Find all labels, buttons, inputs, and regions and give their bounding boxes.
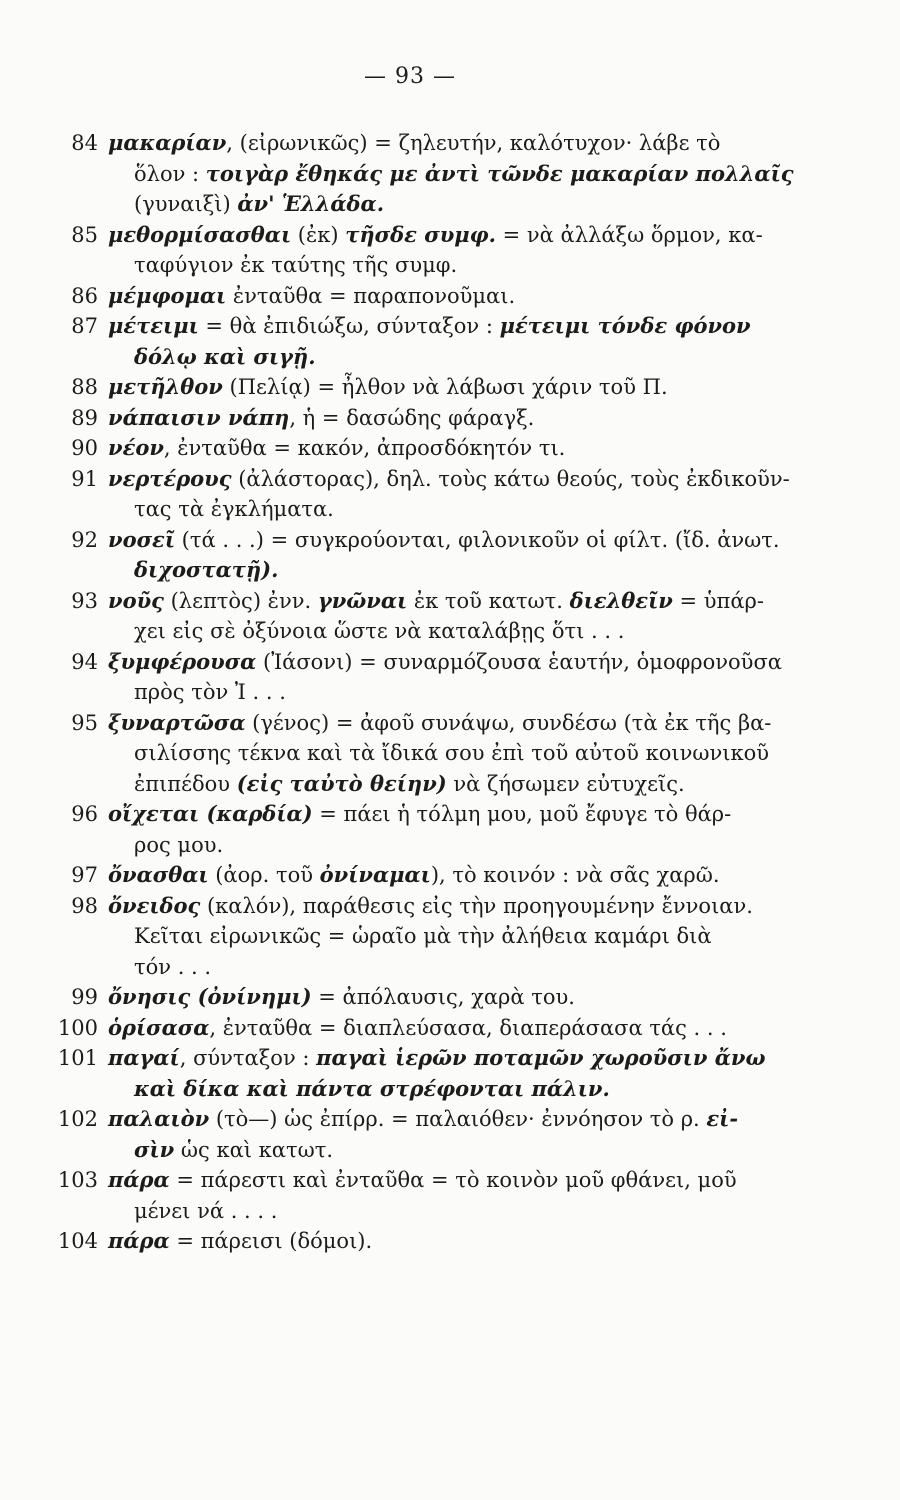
gloss-text: ), τὸ κοινόν : νὰ σᾶς χαρῶ. (430, 863, 720, 887)
glossary-entry (0, 220, 900, 281)
greek-headword: οἴχεται (καρδία) (108, 801, 313, 826)
glossary-entry (0, 1104, 900, 1165)
entry-first-line (0, 525, 900, 556)
gloss-text: ρος μου. (134, 832, 224, 857)
gloss-text: μένει νά . . . . (134, 1198, 278, 1223)
entry-first-line (0, 372, 900, 403)
entry-continuation-line (0, 494, 900, 525)
entry-first-line (0, 403, 900, 434)
entry-number: 97 (71, 863, 98, 887)
glossary-entry (0, 647, 900, 708)
glossary-entry (0, 128, 900, 220)
entry-number: 90 (71, 436, 98, 460)
gloss-text: χει εἰς σὲ ὀξύνοια ὥστε νὰ καταλάβῃς ὅτι . . . (134, 619, 625, 643)
entry-number: 101 (57, 1046, 98, 1070)
entry-number: 91 (71, 466, 98, 491)
greek-headword: μέτειμι (108, 313, 199, 338)
entry-first-line (0, 891, 900, 922)
greek-headword: μέτειμι τόνδε φόνον (499, 313, 751, 338)
glossary-entry (0, 1043, 900, 1104)
entry-first-line (0, 311, 900, 342)
entry-continuation-line (0, 189, 900, 220)
glossary-entry (0, 586, 900, 647)
greek-headword: τοιγὰρ ἔθηκάς με ἀντὶ τῶνδε μακαρίαν πολλαῖς (205, 160, 794, 186)
greek-headword: παγαί (108, 1045, 180, 1070)
entry-continuation-line (0, 830, 900, 861)
glossary-entry (0, 281, 900, 312)
entry-first-line (0, 1013, 900, 1044)
entry-number: 99 (71, 985, 98, 1009)
greek-headword: νερτέρους (108, 465, 232, 491)
gloss-text: πρὸς τὸν Ἰ . . . (134, 680, 286, 704)
entry-number: 85 (71, 222, 98, 247)
glossary-entry (0, 464, 900, 525)
page-number: — 93 — (364, 64, 456, 89)
greek-headword: ξυμφέρουσα (108, 648, 257, 674)
entry-first-line (0, 1104, 900, 1135)
entry-continuation-line (0, 250, 900, 281)
glossary-entry (0, 708, 900, 800)
entry-first-line (0, 860, 900, 891)
gloss-text: , ἐνταῦθα = κακόν, ἀπροσδόκητόν τι. (163, 436, 566, 460)
entry-continuation-line (0, 159, 900, 190)
entry-first-line (0, 982, 900, 1013)
entry-first-line (0, 708, 900, 739)
entry-number: 84 (71, 131, 98, 155)
gloss-text: (Πελίᾳ) = ἦλθον νὰ λάβωσι χάριν τοῦ Π. (222, 375, 668, 399)
gloss-text: (γένος) = ἀφοῦ συνάψω, συνδέσω (τὰ ἐκ τῆς βα- (245, 710, 772, 735)
greek-headword: διελθεῖν (569, 587, 673, 613)
entry-first-line (0, 1043, 900, 1074)
gloss-text: = πάει ἡ τόλμη μου, μοῦ ἔφυγε τὸ θάρ- (312, 802, 732, 826)
entry-first-line (0, 1226, 900, 1257)
greek-headword: γνῶναι (317, 587, 408, 613)
entry-first-line (0, 281, 900, 312)
gloss-text: τόν . . . (134, 954, 212, 979)
entry-first-line (0, 1165, 900, 1196)
glossary-entry (0, 982, 900, 1013)
entry-number: 95 (71, 710, 98, 735)
gloss-text: (ἀορ. τοῦ (208, 863, 320, 887)
glossary-entry (0, 525, 900, 586)
gloss-text: (τά . . .) = συγκρούονται, φιλονικοῦν οἱ φίλτ. (ἴδ. ἀνωτ. (175, 527, 780, 552)
gloss-text: ταφύγιον ἐκ ταύτης τῆς συμφ. (134, 253, 458, 277)
entry-number: 98 (71, 893, 98, 918)
greek-headword: διχοστατῇ). (134, 557, 279, 582)
entry-first-line (0, 586, 900, 617)
gloss-text: (γυναιξὶ) (134, 192, 238, 216)
entry-number: 104 (57, 1229, 98, 1253)
gloss-text: τας τὰ ἐγκλήματα. (134, 497, 334, 521)
glossary-entries (0, 128, 900, 1257)
glossary-entry (0, 372, 900, 403)
gloss-text: ἐκ τοῦ κατωτ. (407, 588, 570, 613)
glossary-entry (0, 799, 900, 860)
gloss-text: = νὰ ἀλλάξω ὅρμον, κα- (495, 222, 763, 247)
greek-headword: ξυναρτῶσα (108, 709, 246, 735)
entry-continuation-line (0, 921, 900, 952)
entry-first-line (0, 128, 900, 159)
greek-headword: ὀνίναμαι (319, 862, 431, 887)
greek-headword: σὶν (134, 1136, 175, 1162)
entry-number: 103 (57, 1168, 98, 1192)
greek-headword: ὁρίσασα (108, 1014, 210, 1040)
glossary-entry (0, 1013, 900, 1044)
gloss-text: (Ἰάσονι) = συναρμόζουσα ἑαυτήν, ὁμοφρονοῦσα (256, 649, 782, 674)
greek-headword: μακαρίαν (108, 130, 227, 155)
gloss-text: (ἀλάστορας), δηλ. τοὺς κάτω θεούς, τοὺς ἐκδικοῦν- (231, 466, 790, 491)
greek-headword: μετῆλθον (108, 374, 223, 399)
greek-headword: δόλῳ καὶ σιγῇ. (134, 343, 316, 369)
entry-continuation-line (0, 769, 900, 800)
gloss-text: (τὸ—) ὡς ἐπίρρ. = παλαιόθεν· ἐννόησον τὸ ρ. (209, 1107, 707, 1131)
entry-continuation-line (0, 952, 900, 983)
gloss-text: = θὰ ἐπιδιώξω, σύνταξον : (198, 314, 500, 338)
entry-first-line (0, 433, 900, 464)
entry-number: 87 (71, 314, 98, 338)
glossary-entry (0, 433, 900, 464)
entry-first-line (0, 799, 900, 830)
greek-headword: μεθορμίσασθαι (108, 221, 292, 247)
greek-headword: νέον (108, 435, 164, 460)
entry-number: 100 (57, 1015, 98, 1040)
greek-headword: (εἰς ταὐτὸ θείην) (236, 770, 447, 796)
entry-number: 92 (71, 527, 98, 552)
greek-headword: παλαιὸν (108, 1106, 210, 1131)
entry-first-line (0, 464, 900, 495)
gloss-text: (λεπτὸς) ἐνν. (163, 588, 318, 613)
gloss-text: = ἀπόλαυσις, χαρὰ του. (311, 985, 575, 1009)
glossary-entry (0, 403, 900, 434)
glossary-entry (0, 1226, 900, 1257)
gloss-text: ὡς καὶ κατωτ. (174, 1137, 334, 1162)
entry-continuation-line (0, 1135, 900, 1166)
greek-headword: πάρα (108, 1167, 170, 1192)
gloss-text: ἐπιπέδου (134, 771, 237, 796)
greek-headword: παγαὶ ἱερῶν ποταμῶν χωροῦσιν ἄνω (316, 1045, 766, 1070)
greek-headword: τῆσδε συμφ. (345, 221, 496, 247)
gloss-text: = πάρεισι (δόμοι). (169, 1229, 373, 1253)
glossary-entry (0, 311, 900, 372)
entry-number: 94 (71, 649, 98, 674)
entry-first-line (0, 220, 900, 251)
gloss-text: = πάρεστι καὶ ἐνταῦθα = τὸ κοινὸν μοῦ φθάνει, μοῦ (169, 1168, 737, 1192)
greek-headword: νοῦς (108, 587, 164, 613)
entry-number: 96 (71, 802, 98, 826)
glossary-entry (0, 891, 900, 983)
gloss-text: = ὑπάρ- (672, 588, 764, 613)
greek-headword: εἰ- (706, 1106, 739, 1131)
greek-headword: ἀν' Ἑλλάδα. (237, 191, 385, 216)
gloss-text: ὅλον : (134, 161, 206, 186)
entry-continuation-line (0, 555, 900, 586)
greek-headword: ὄνειδος (108, 892, 201, 918)
greek-headword: νοσεῖ (108, 526, 175, 552)
entry-continuation-line (0, 342, 900, 373)
entry-continuation-line (0, 1196, 900, 1227)
entry-number: 93 (71, 588, 98, 613)
greek-headword: πάρα (108, 1228, 170, 1253)
entry-continuation-line (0, 616, 900, 647)
entry-number: 89 (71, 405, 98, 430)
entry-number: 86 (71, 283, 98, 308)
gloss-text: , (εἰρωνικῶς) = ζηλευτήν, καλότυχον· λάβε τὸ (226, 131, 721, 155)
greek-headword: νάπαισιν νάπη (108, 404, 290, 430)
entry-continuation-line (0, 677, 900, 708)
entry-number: 88 (71, 375, 98, 399)
entry-continuation-line (0, 738, 900, 769)
glossary-entry (0, 1165, 900, 1226)
greek-headword: ὄνασθαι (108, 862, 209, 887)
gloss-text: Κεῖται εἰρωνικῶς = ὡραῖο μὰ τὴν ἀλήθεια καμάρι διὰ (134, 924, 712, 948)
glossary-entry (0, 860, 900, 891)
entry-number: 102 (57, 1107, 98, 1131)
gloss-text: σιλίσσης τέκνα καὶ τὰ ἴδικά σου ἐπὶ τοῦ αὐτοῦ κοινωνικοῦ (134, 741, 770, 765)
gloss-text: (καλόν), παράθεσις εἰς τὴν προηγουμένην ἔννοιαν. (200, 893, 753, 918)
gloss-text: νὰ ζήσωμεν εὐτυχεῖς. (446, 771, 685, 796)
entry-first-line (0, 647, 900, 678)
gloss-text: , σύνταξον : (179, 1046, 317, 1070)
greek-headword: μέμφομαι (108, 282, 227, 308)
gloss-text: (ἐκ) (291, 222, 346, 247)
greek-headword: ὄνησις (ὀνίνημι) (108, 984, 312, 1009)
entry-continuation-line (0, 1074, 900, 1105)
gloss-text: ἐνταῦθα = παραπονοῦμαι. (226, 283, 516, 308)
greek-headword: καὶ δίκα καὶ πάντα στρέφονται πάλιν. (134, 1075, 610, 1101)
gloss-text: , ἐνταῦθα = διαπλεύσασα, διαπεράσασα τάς . . . (209, 1015, 727, 1040)
gloss-text: , ἡ = δασώδης φάραγξ. (289, 405, 535, 430)
